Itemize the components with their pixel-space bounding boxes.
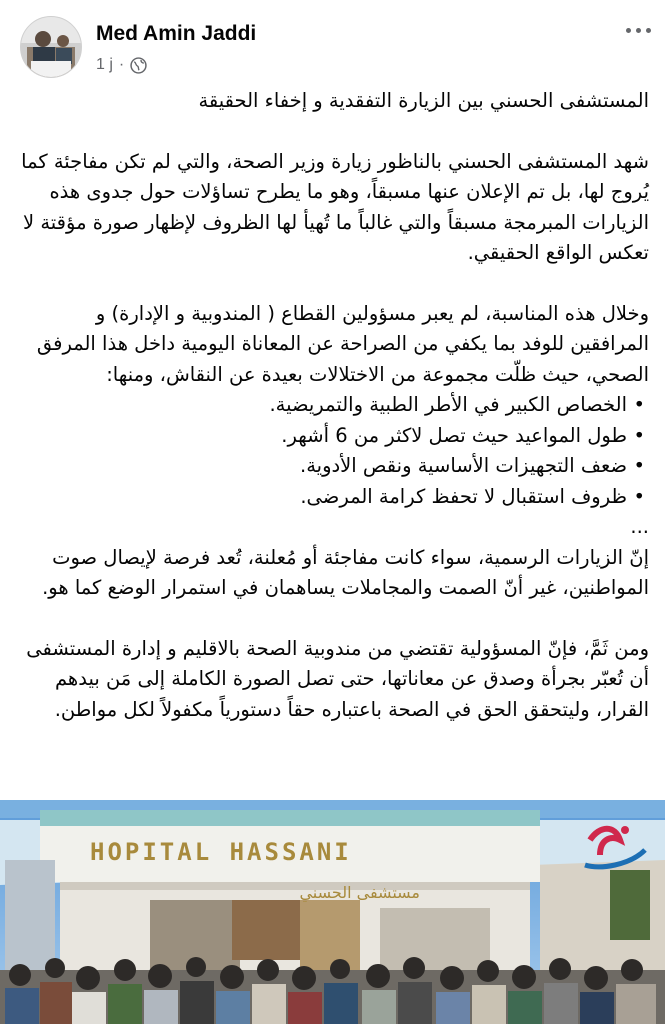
list-item: • ضعف التجهيزات الأساسية ونقص الأدوية. [14,451,649,482]
post-paragraph-2: وخلال هذه المناسبة، لم يعبر مسؤولين القطاع ( المندوبية و الإدارة) و المرافقين للوفد بما يكفي من الصراحة عن المعاناة اليومية داخل هذا المرفق الصحي، حيث ظلّت مجموعة من الاختلالات بعيدة عن النقاش، ومنها: [36,301,649,386]
list-item: • طول المواعيد حيث تصل لاكثر من 6 أشهر. [14,421,649,452]
sign-arabic: مستشفى الحسني [299,883,420,902]
sign-latin: HOPITAL HASSANI [90,838,352,866]
post-paragraph-3: إنّ الزيارات الرسمية، سواء كانت مفاجئة أو مُعلنة، تُعد فرصة لإيصال صوت المواطنين، غير أنّ الصمت والمجاملات يساهمان في استمرار الوضع كما هو. [42,545,649,599]
globe-icon[interactable] [130,57,147,74]
list-item: • الخصاص الكبير في الأطر الطبية والتمريضية. [14,390,649,421]
more-options-icon[interactable] [626,28,651,33]
post-meta [96,56,147,74]
hospital-photo [0,800,665,1024]
more-dot [636,28,641,33]
more-dot [626,28,631,33]
spacer [14,604,649,634]
post-paragraph-1: شهد المستشفى الحسني بالناظور زيارة وزير الصحة، والتي لم تكن مفاجئة كما يُروج لها، بل تم الإعلان عنها مسبقاً، وهو ما يطرح تساؤلات حول جدوى هذه الزيارات المبرمجة مسبقاً والتي غالباً ما تُهيأ لها الظروف لإظهار صورة مؤقتة لا تعكس الواقع الحقيقي. [21,149,649,264]
spacer [14,269,649,299]
post-header [0,0,665,90]
spacer [14,117,649,147]
more-dot [646,28,651,33]
post-text [14,86,649,725]
ellipsis: ... [630,515,649,538]
avatar-photo [21,17,81,77]
post-time[interactable]: 1 j [96,56,113,73]
post-photo[interactable] [0,800,665,1024]
list-item: • ظروف استقبال لا تحفظ كرامة المرضى. [14,482,649,513]
meta-separator: · [118,56,125,73]
author-avatar[interactable] [20,16,82,78]
post-paragraph-4: ومن ثَمَّ، فإنّ المسؤولية تقتضي من مندوبية الصحة بالاقليم و إدارة المستشفى أن تُعبّر بجرأة وصدق عن معاناتها، حتى تصل الصورة الكاملة إلى مَن بيدهم القرار، وليتحقق الحق في الصحة باعتباره حقاً دستورياً مكفولاً لكل مواطن. [26,636,649,721]
author-name[interactable]: Med Amin Jaddi [96,22,257,45]
post-title: المستشفى الحسني بين الزيارة التفقدية و إخفاء الحقيقة [198,89,649,112]
issues-list [14,390,649,512]
